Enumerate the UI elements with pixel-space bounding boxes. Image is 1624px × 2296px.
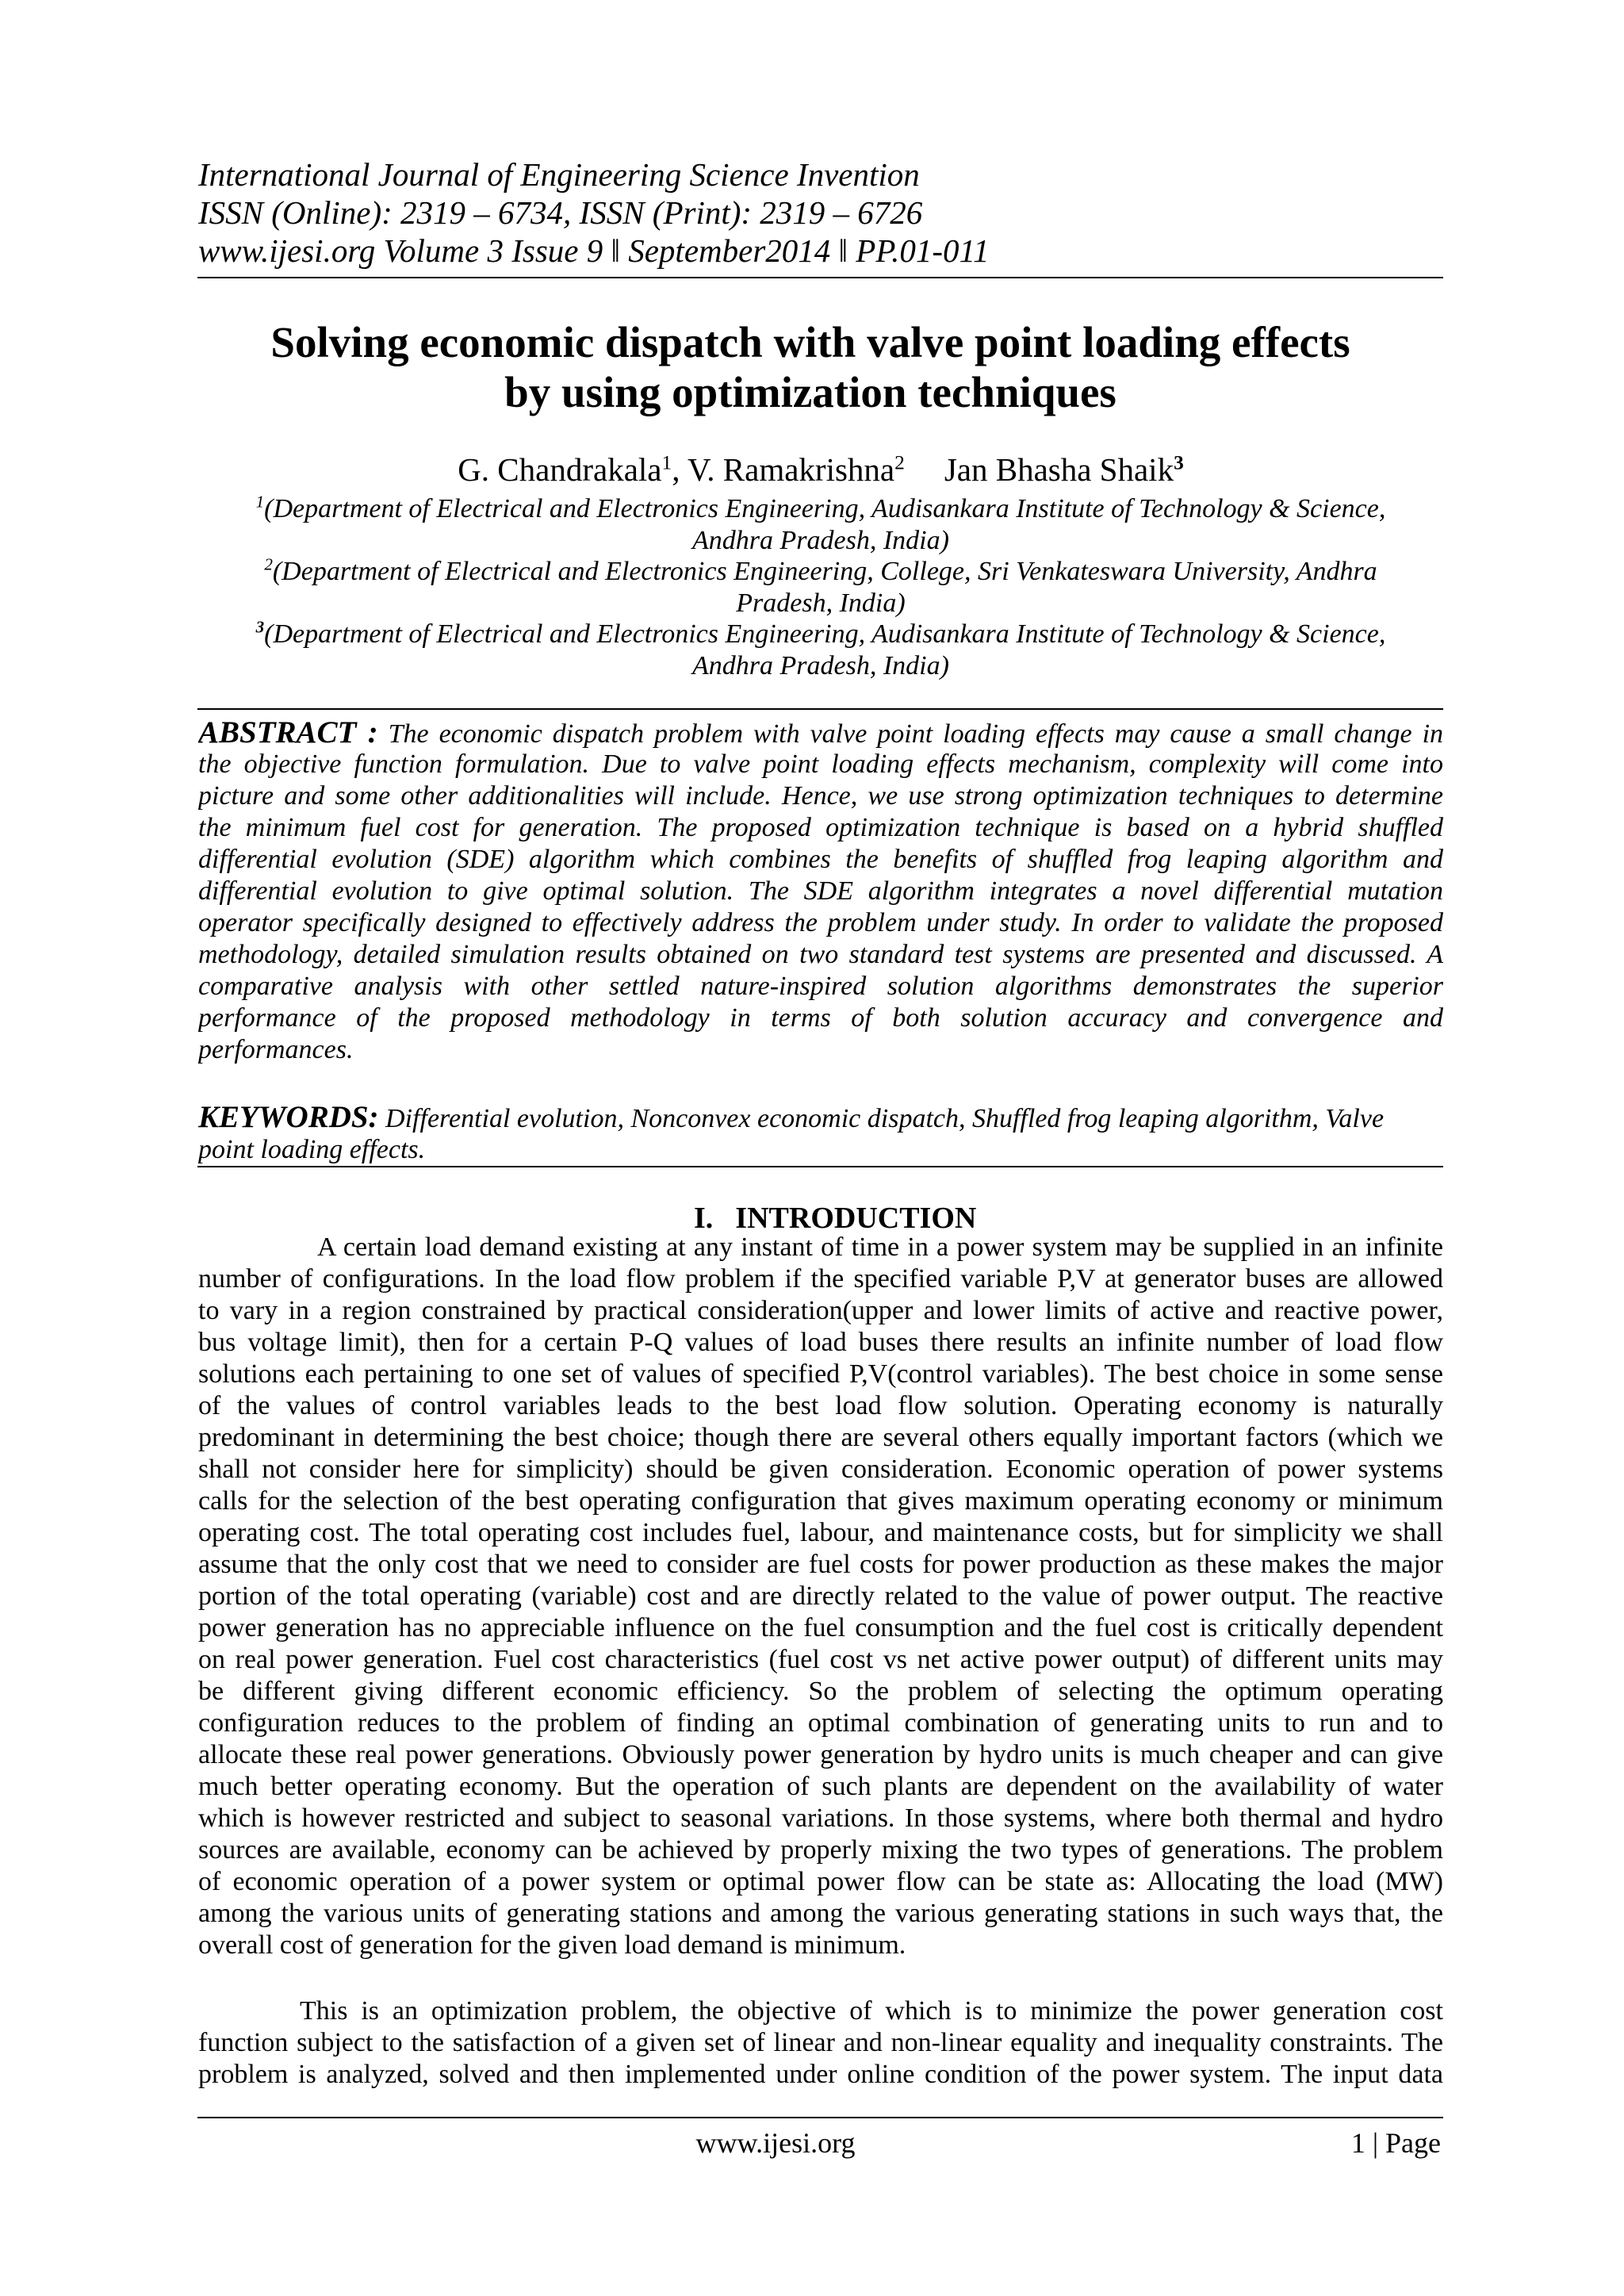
abstract-line: differential evolution to give optimal solution. The SDE algorithm integrates a novel differential mutation: [198, 876, 1443, 906]
affiliations: [198, 493, 1443, 681]
keywords-line: [198, 1101, 1443, 1133]
author-affiliation-mark: 1: [661, 451, 672, 474]
footer-website: www.ijesi.org: [695, 2127, 856, 2159]
keywords-line: point loading effects.: [198, 1135, 426, 1164]
body-line: which is however restricted and subject to seasonal variations. In those systems, where both thermal and hydro: [198, 1803, 1443, 1833]
body-line: function subject to the satisfaction of a given set of linear and non-linear equality and inequality constraints. The: [198, 2028, 1443, 2057]
body-line: of the values of control variables leads to the best load flow solution. Operating economy is naturally: [198, 1391, 1443, 1420]
abstract-line: the minimum fuel cost for generation. The proposed optimization technique is based on a hybrid shuffled: [198, 813, 1443, 842]
paper-title-line: by using optimization techniques: [504, 368, 1116, 416]
section-number: I.: [694, 1202, 714, 1235]
body-paragraph: [198, 1232, 1443, 1961]
affiliation-mark: 2: [264, 554, 273, 574]
abstract-line: methodology, detailed simulation results obtained on two standard test systems are presented and discussed. A: [198, 940, 1443, 969]
body-line: solutions each pertaining to one set of values of specified P,V(control variables). The best choice in some sense: [198, 1359, 1443, 1389]
paper-title: [187, 317, 1434, 417]
abstract-line: performances.: [198, 1035, 354, 1064]
abstract: [198, 717, 1443, 1066]
author-affiliation-mark: 3: [1174, 451, 1184, 474]
journal-issue-info: www.ijesi.org Volume 3 Issue 9 ǁ September2014 ǁ PP.01-011: [198, 232, 990, 269]
affiliation-line: [198, 493, 1443, 525]
body-line: predominant in determining the best choice; though there are several others equally important factors (which we: [198, 1423, 1443, 1452]
body-line: configuration reduces to the problem of finding an optimal combination of generating units to run and to: [198, 1708, 1443, 1738]
keywords: [198, 1101, 1443, 1166]
affiliation-line: Andhra Pradesh, India): [692, 650, 949, 680]
body-line: operating cost. The total operating cost includes fuel, labour, and maintenance costs, but for simplicity we shall: [198, 1518, 1443, 1547]
affiliation-mark: 3: [255, 617, 265, 637]
body-line: power generation has no appreciable influence on the fuel consumption and the fuel cost is critically dependent: [198, 1613, 1443, 1642]
body-line: sources are available, economy can be achieved by properly mixing the two types of generations. The problem: [198, 1835, 1443, 1865]
body-line: shall not consider here for simplicity) should be given consideration. Economic operation of power systems: [198, 1455, 1443, 1484]
page-number: 1 | Page: [1350, 2127, 1441, 2159]
body-line: calls for the selection of the best operating configuration that gives maximum operating economy or minimum: [198, 1486, 1443, 1516]
affiliation-line: Pradesh, India): [736, 588, 906, 618]
affiliation-line: [198, 619, 1443, 650]
author-affiliation-mark: 2: [894, 451, 905, 474]
abstract-line: differential evolution (SDE) algorithm which combines the benefits of shuffled frog leaping algorithm and: [198, 845, 1443, 874]
body-paragraph: [198, 1995, 1443, 2091]
body-line: to vary in a region constrained by practical consideration(upper and lower limits of active and reactive power,: [198, 1296, 1443, 1325]
abstract-text: The economic dispatch problem with valve point loading effects may cause a small change in: [388, 719, 1443, 749]
footer-rule: [197, 2117, 1443, 2118]
body-line: of economic operation of a power system or optimal power flow can be state as: Allocating the load (MW): [198, 1867, 1443, 1896]
author-name: Jan Bhasha Shaik: [944, 451, 1174, 488]
body-line: allocate these real power generations. Obviously power generation by hydro units is much cheaper and can give: [198, 1740, 1443, 1769]
affiliation-text: (Department of Electrical and Electronics Engineering, Audisankara Institute of Technology & Science,: [264, 619, 1386, 649]
abstract-line: comparative analysis with other settled nature-inspired solution algorithms demonstrates the superior: [198, 972, 1443, 1001]
abstract-line: performance of the proposed methodology in terms of both solution accuracy and convergence and: [198, 1003, 1443, 1033]
body-line: overall cost of generation for the given load demand is minimum.: [198, 1930, 906, 1960]
body-line: much better operating economy. But the operation of such plants are dependent on the availability of water: [198, 1772, 1443, 1801]
journal-header: [198, 155, 1443, 270]
abstract-top-rule: [197, 708, 1443, 710]
section-heading: [694, 1201, 976, 1236]
abstract-line: [198, 717, 1443, 749]
affiliation-text: (Department of Electrical and Electronics Engineering, Audisankara Institute of Technology & Science,: [264, 494, 1386, 523]
journal-name: International Journal of Engineering Science Invention: [198, 156, 920, 193]
abstract-line: picture and some other additionalities will include. Hence, we use strong optimization techniques to determine: [198, 781, 1443, 811]
body-line: problem is analyzed, solved and then implemented under online condition of the power system. The input data: [198, 2060, 1443, 2089]
keywords-text: Differential evolution, Nonconvex economic dispatch, Shuffled frog leaping algorithm, Valve: [385, 1104, 1385, 1133]
body-line: A certain load demand existing at any instant of time in a power system may be supplied in an infinite: [317, 1232, 1443, 1262]
journal-issn: ISSN (Online): 2319 – 6734, ISSN (Print): 2319 – 6726: [198, 194, 923, 231]
paper-title-line: Solving economic dispatch with valve point loading effects: [270, 318, 1350, 366]
affiliation-mark: 1: [255, 492, 265, 512]
header-rule: [197, 277, 1443, 278]
body-line: among the various units of generating stations and among the various generating stations in such ways that, the: [198, 1899, 1443, 1928]
body-line: bus voltage limit), then for a certain P-Q values of load buses there results an infinite number of load flow: [198, 1328, 1443, 1357]
author-name: G. Chandrakala: [458, 451, 662, 488]
affiliation-text: (Department of Electrical and Electronics Engineering, College, Sri Venkateswara University, Andhra: [272, 557, 1377, 586]
keywords-bottom-rule: [197, 1166, 1443, 1167]
body-line: assume that the only cost that we need to consider are fuel costs for power production as these makes the major: [198, 1550, 1443, 1579]
abstract-label: ABSTRACT :: [198, 717, 378, 749]
body-line: be different giving different economic efficiency. So the problem of selecting the optimum operating: [198, 1677, 1443, 1706]
affiliation-line: [198, 556, 1443, 588]
author-name: , V. Ramakrishna: [672, 451, 895, 488]
body-line: portion of the total operating (variable) cost and are directly related to the value of power output. The reactive: [198, 1581, 1443, 1611]
body-line: This is an optimization problem, the objective of which is to minimize the power generation cost: [300, 1996, 1443, 2026]
abstract-line: operator specifically designed to effectively address the problem under study. In order to validate the proposed: [198, 908, 1443, 937]
section-title: INTRODUCTION: [735, 1202, 977, 1235]
keywords-label: KEYWORDS:: [198, 1101, 379, 1133]
body-line: number of configurations. In the load flow problem if the specified variable P,V at generator buses are allowed: [198, 1264, 1443, 1294]
author-list: [198, 450, 1443, 489]
abstract-line: the objective function formulation. Due to valve point loading effects mechanism, complexity will come into: [198, 749, 1443, 779]
affiliation-line: Andhra Pradesh, India): [692, 525, 949, 555]
body-line: on real power generation. Fuel cost characteristics (fuel cost vs net active power output) of different units may: [198, 1645, 1443, 1674]
